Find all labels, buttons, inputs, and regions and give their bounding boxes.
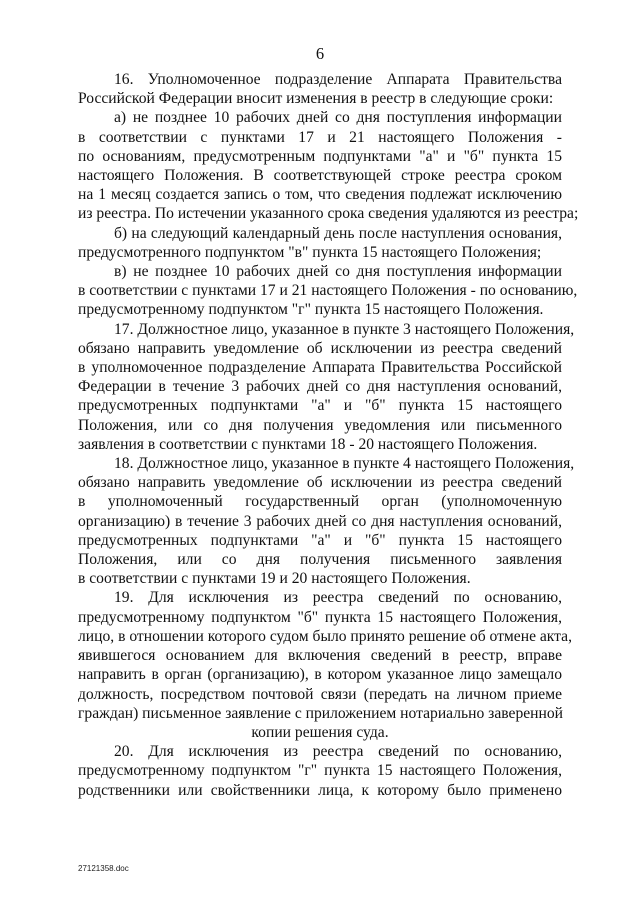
text-line: предусмотренному подпунктом "г" пункта 15 настоящего Положения. [78, 301, 544, 319]
text-line: заявления в соответствии с пунктами 18 - 20 настоящего Положения. [78, 435, 538, 453]
text-line: предусмотренных подпунктами "а" и "б" пункта 15 настоящего [78, 397, 562, 415]
text-line: в уполномоченный государственный орган (уполномоченную [78, 493, 562, 511]
text-line: обязано направить уведомление об исключении из реестра сведений [78, 339, 562, 357]
text-line: в соответствии с пунктами 17 и 21 настоящего Положения - [78, 128, 562, 146]
text-line: а) не позднее 10 рабочих дней со дня поступления информации [114, 109, 562, 127]
page-number: 6 [315, 44, 325, 63]
text-line: явившегося основанием для включения сведений в реестр, вправе [78, 647, 562, 665]
text-line: предусмотренному подпунктом "г" пункта 15 настоящего Положения, [78, 762, 562, 780]
text-line: на 1 месяц создается запись о том, что сведения подлежат исключению [78, 186, 562, 204]
text-line: в соответствии с пунктами 17 и 21 настоящего Положения - по основанию, [78, 282, 578, 300]
footer-file-code: 27121358.doc [78, 864, 129, 873]
text-line: в уполномоченное подразделение Аппарата Правительства Российской [78, 359, 562, 377]
text-line: настоящего Положения. В соответствующей строке реестра сроком [78, 167, 562, 185]
text-line: граждан) письменное заявление с приложением нотариально заверенной [78, 704, 563, 722]
text-line: в) не позднее 10 рабочих дней со дня поступления информации [114, 263, 562, 281]
text-line: Федерации в течение 3 рабочих дней со дня наступления оснований, [78, 378, 562, 396]
document-body [78, 70, 579, 800]
text-line: 20. Для исключения из реестра сведений по основанию, [114, 743, 562, 761]
text-line: направить в орган (организацию), в котором указанное лицо замещало [78, 666, 562, 684]
text-line: предусмотренных подпунктами "а" и "б" пункта 15 настоящего [78, 531, 562, 549]
text-line: б) на следующий календарный день после наступления основания, [114, 224, 562, 242]
text-line: 17. Должностное лицо, указанное в пункте 3 настоящего Положения, [114, 320, 575, 338]
text-line: должность, посредством почтовой связи (передать на личном приеме [78, 685, 562, 703]
text-line: предусмотренному подпунктом "б" пункта 15 настоящего Положения, [78, 608, 562, 626]
text-line: родственники или свойственники лица, к которому было применено [78, 781, 562, 799]
text-line: обязано направить уведомление об исключении из реестра сведений [78, 474, 562, 492]
text-line: Положения, или со дня получения письменного заявления [78, 551, 562, 569]
text-line: по основаниям, предусмотренным подпунктами "а" и "б" пункта 15 [78, 147, 562, 165]
text-line: в соответствии с пунктами 19 и 20 настоящего Положения. [78, 570, 471, 588]
text-line: из реестра. По истечении указанного срока сведения удаляются из реестра; [78, 205, 579, 223]
text-line: копии решения суда. [251, 723, 389, 741]
text-line: 18. Должностное лицо, указанное в пункте 4 настоящего Положения, [114, 455, 575, 473]
text-line: 16. Уполномоченное подразделение Аппарата Правительства [114, 71, 562, 88]
text-line: Российской Федерации вносит изменения в реестр в следующие сроки: [78, 90, 554, 108]
text-line: предусмотренного подпунктом "в" пункта 15 настоящего Положения; [78, 243, 542, 261]
text-line: Положения, или со дня получения уведомления или письменного [78, 416, 562, 434]
text-line: 19. Для исключения из реестра сведений по основанию, [114, 589, 562, 607]
text-line: лицо, в отношении которого судом было принято решение об отмене акта, [78, 627, 573, 645]
text-line: организацию) в течение 3 рабочих дней со дня наступления оснований, [78, 512, 562, 530]
